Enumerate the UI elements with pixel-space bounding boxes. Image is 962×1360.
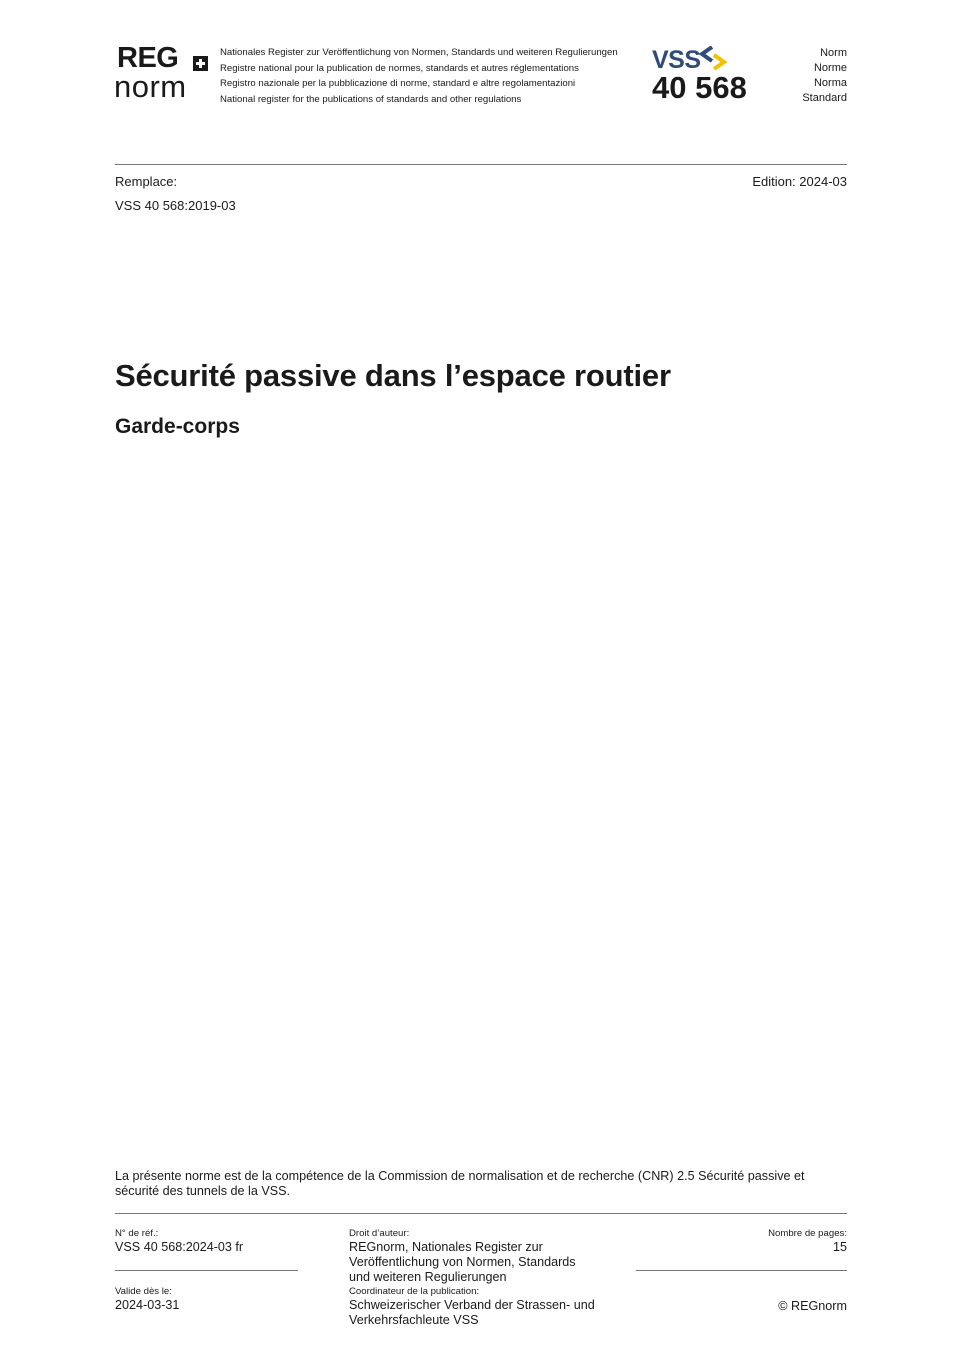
type-label-it: Norma [813, 77, 847, 89]
replaces-value: VSS 40 568:2019-03 [115, 198, 236, 213]
pages-label: Nombre de pages: [768, 1228, 847, 1239]
header-divider [115, 164, 847, 165]
type-label-fr: Norme [813, 62, 847, 74]
footer-divider [115, 1213, 847, 1214]
swiss-cross-icon [193, 56, 208, 71]
ref-value: VSS 40 568:2024-03 fr [115, 1240, 244, 1254]
ref-label: N° de réf.: [115, 1228, 159, 1239]
document-title: Sécurité passive dans l’espace routier [115, 358, 671, 393]
copyright-mark: © REGnorm [778, 1299, 847, 1313]
pages-value: 15 [832, 1240, 847, 1254]
register-line-fr: Registre national pour la publication de normes, standards et autres réglementations [220, 62, 579, 74]
coordinator-label: Coordinateur de la publication: [349, 1286, 480, 1297]
register-line-en: National register for the publications of standards and other regulations [220, 93, 522, 105]
vss-logo [652, 46, 732, 72]
copyright-label: Droit d’auteur: [349, 1228, 410, 1239]
ref-divider [115, 1270, 298, 1271]
coordinator-value: Schweizerischer Verband der Strassen- und Verkehrsfachleute VSS [349, 1298, 595, 1327]
vss-logo-text: VSS [652, 46, 701, 72]
type-label-en: Standard [802, 92, 847, 104]
replaces-label: Remplace: [115, 174, 178, 189]
document-type-list [802, 46, 847, 106]
valid-value: 2024-03-31 [115, 1298, 180, 1312]
document-subtitle: Garde-corps [115, 415, 240, 438]
responsibility-statement: La présente norme est de la compétence de la Commission de normalisation et de recherche (CNR) 2.5 Sécurité passive et sécurité des tunnels de la VSS. [115, 1169, 805, 1198]
pages-divider [636, 1270, 847, 1271]
edition-date: Edition: 2024-03 [752, 174, 847, 189]
regnorm-logo-norm: norm [114, 69, 187, 104]
register-line-it: Registro nazionale per la pubblicazione di norme, standard e altre regolamentazioni [220, 78, 576, 89]
register-description [220, 45, 618, 107]
standard-number: 40 568 [652, 70, 747, 105]
copyright-value: REGnorm, Nationales Register zur Veröffentlichung von Normen, Standards und weiteren Regulierungen [349, 1240, 576, 1284]
regnorm-logo-reg: REG [117, 42, 179, 74]
valid-label: Valide dès le: [115, 1286, 172, 1297]
register-line-de: Nationales Register zur Veröffentlichung von Normen, Standards und weiteren Regulierungen [220, 47, 618, 58]
type-label-de: Norm [820, 47, 847, 59]
